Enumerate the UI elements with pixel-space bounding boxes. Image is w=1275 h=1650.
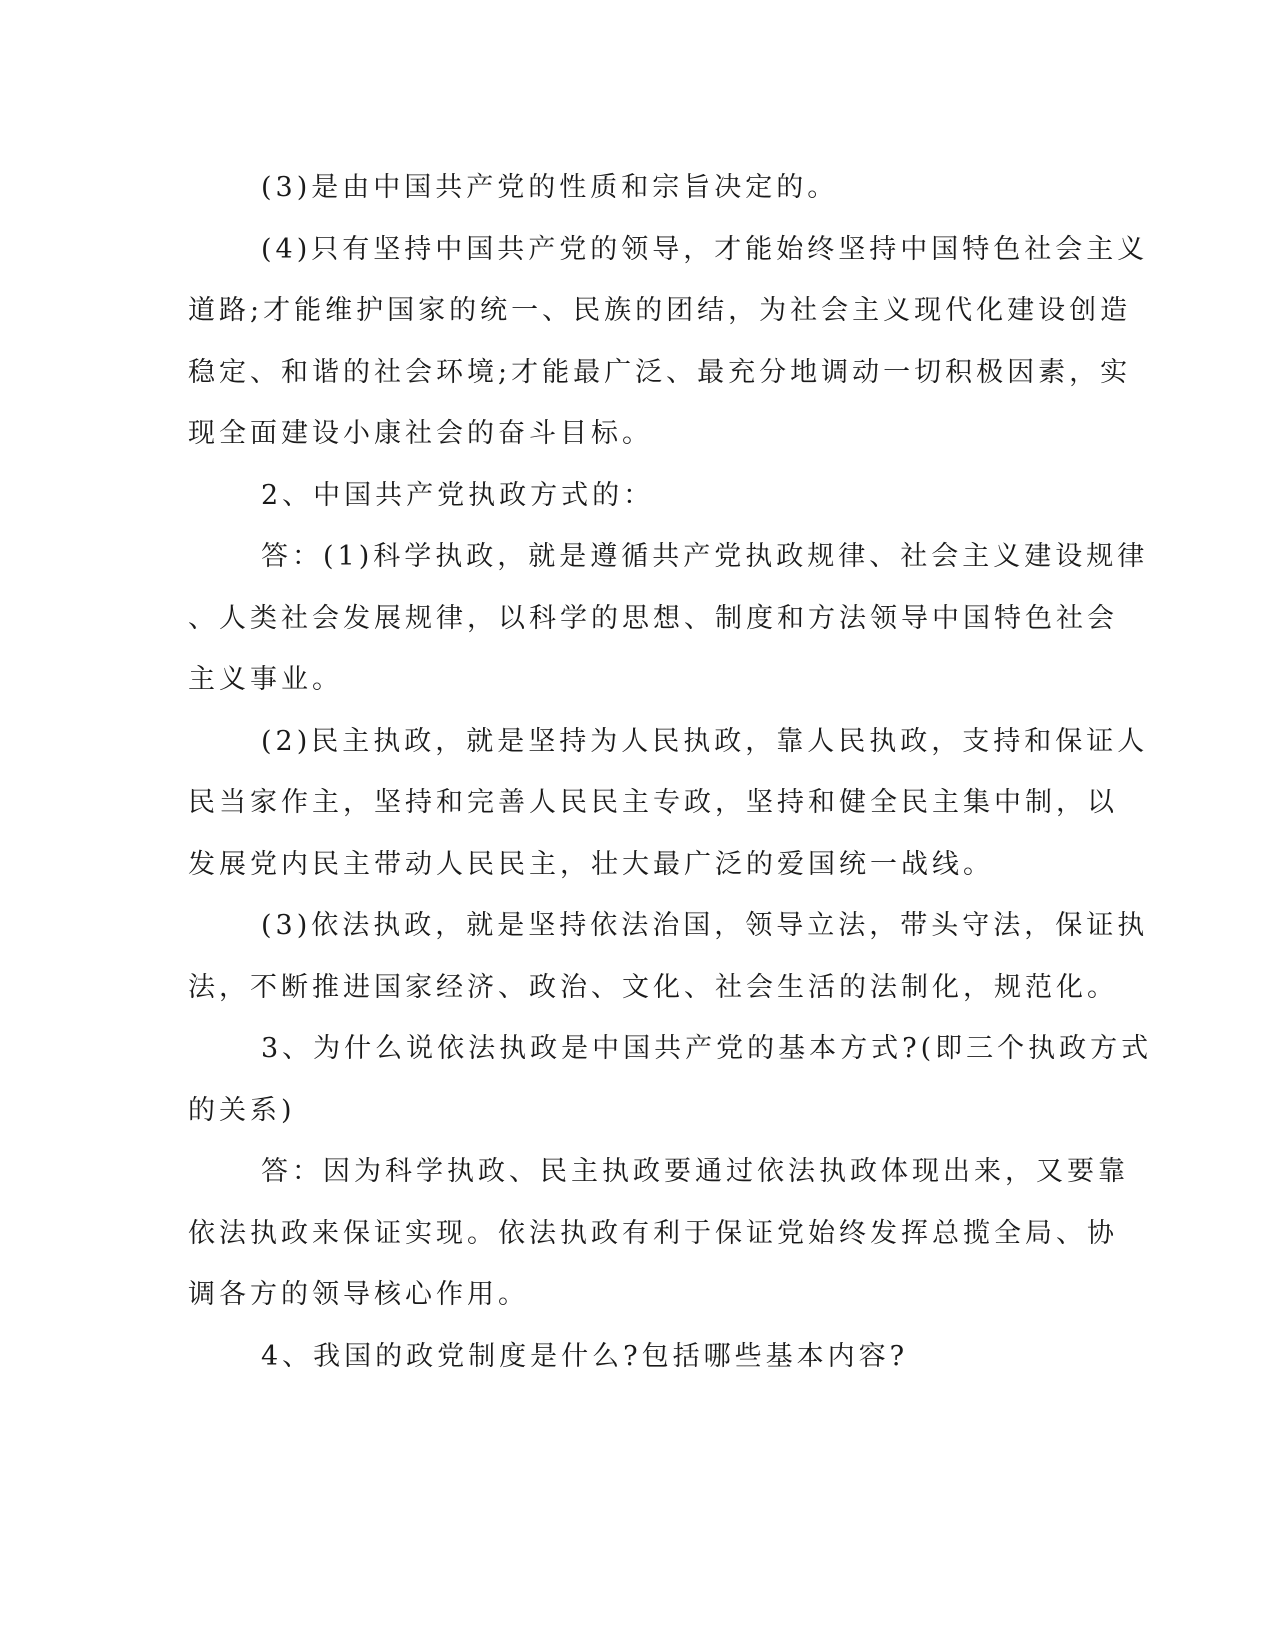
text-line: 主义事业。 [188,664,343,695]
text-line: 的关系) [188,1094,296,1126]
text-line: (3)是由中国共产党的性质和宗旨决定的。 [261,172,839,203]
text-line: 现全面建设小康社会的奋斗目标。 [188,418,653,449]
text-line: 发展党内民主带动人民民主，壮大最广泛的爱国统一战线。 [188,848,994,880]
text-line: (2)民主执政，就是坚持为人民执政，靠人民执政，支持和保证人 [261,725,1149,757]
text-line: 调各方的领导核心作用。 [188,1279,529,1310]
text-line: 道路;才能维护国家的统一、民族的团结，为社会主义现代化建设创造 [188,295,1132,326]
text-line: 民当家作主，坚持和完善人民民主专政，坚持和健全民主集中制，以 [188,787,1118,818]
question-heading: 3、为什么说依法执政是中国共产党的基本方式?(即三个执政方式 [261,1033,1153,1064]
text-line: 答：因为科学执政、民主执政要通过依法执政体现出来，又要靠 [261,1156,1129,1187]
text-line: 法，不断推进国家经济、政治、文化、社会生活的法制化，规范化。 [188,971,1118,1003]
text-line: (4)只有坚持中国共产党的领导，才能始终坚持中国特色社会主义 [261,233,1149,265]
question-heading: 2、中国共产党执政方式的： [261,479,655,511]
text-line: 依法执政来保证实现。依法执政有利于保证党始终发挥总揽全局、协 [188,1217,1118,1249]
text-line: 答：(1)科学执政，就是遵循共产党执政规律、社会主义建设规律 [261,541,1149,572]
question-heading: 4、我国的政党制度是什么?包括哪些基本内容? [261,1340,909,1372]
text-line: (3)依法执政，就是坚持依法治国，领导立法，带头守法，保证执 [261,910,1149,941]
text-line: 稳定、和谐的社会环境;才能最广泛、最充分地调动一切积极因素，实 [188,356,1132,388]
document-body [188,157,1153,1387]
text-line: 、人类社会发展规律，以科学的思想、制度和方法领导中国特色社会 [188,602,1118,634]
